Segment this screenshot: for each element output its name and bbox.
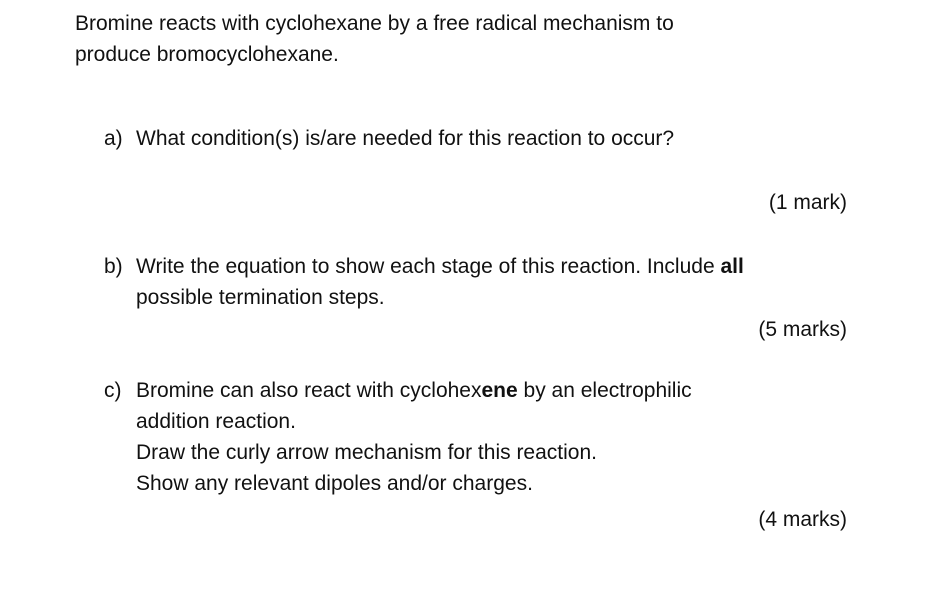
question-c-label: c) <box>104 379 122 402</box>
question-b-text: Write the equation to show each stage of this reaction. Include <box>136 255 721 278</box>
question-c <box>104 375 692 499</box>
question-a-text: What condition(s) is/are needed for this reaction to occur? <box>136 127 675 150</box>
question-c-text-start: Bromine can also react with cyclohex <box>136 379 482 402</box>
question-c-text-end: by an electrophilic <box>517 379 692 402</box>
question-b-bold-word: all <box>720 255 744 278</box>
question-c-marks: (4 marks) <box>758 508 847 531</box>
intro-line-1: Bromine reacts with cyclohexane by a free radical mechanism to <box>75 12 674 35</box>
question-c-bold-suffix: ene <box>481 379 518 402</box>
intro-paragraph <box>75 8 674 70</box>
question-b-line-2: possible termination steps. <box>136 286 385 309</box>
question-b <box>104 251 744 313</box>
intro-line-2: produce bromocyclohexane. <box>75 43 339 66</box>
question-b-line-1 <box>104 251 744 282</box>
question-c-line-3: Draw the curly arrow mechanism for this reaction. <box>136 441 597 464</box>
question-a-label: a) <box>104 127 123 150</box>
question-b-marks: (5 marks) <box>758 318 847 341</box>
question-b-label: b) <box>104 255 123 278</box>
question-a <box>104 123 674 154</box>
question-c-line-4: Show any relevant dipoles and/or charges. <box>136 472 533 495</box>
question-a-marks: (1 mark) <box>768 191 847 214</box>
question-c-line-1 <box>104 375 692 406</box>
question-c-line-2: addition reaction. <box>136 410 296 433</box>
question-a-line-1 <box>104 123 674 154</box>
